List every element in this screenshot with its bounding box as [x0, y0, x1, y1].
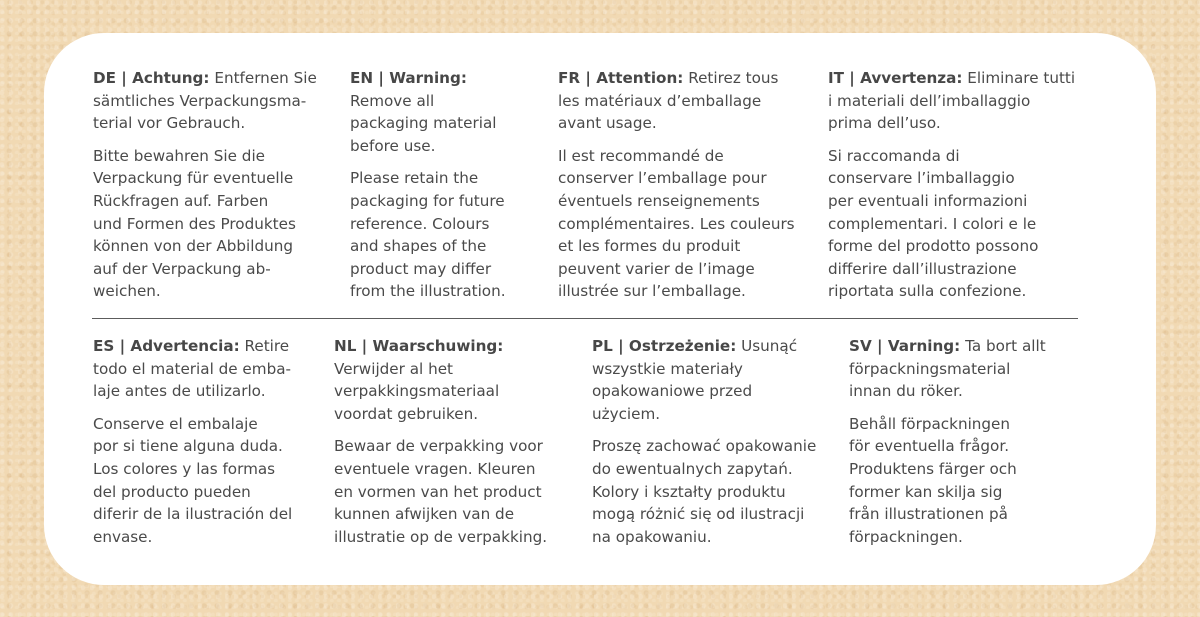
body-line: en vormen van het product: [334, 482, 542, 501]
body-line: Bewaar de verpakking voor: [334, 437, 543, 456]
body-line: from the illustration.: [350, 282, 506, 301]
warning-body: [93, 145, 343, 303]
warning-block-nl: [334, 335, 584, 548]
warning-heading: ES | Advertencia:: [93, 337, 240, 355]
body-line: riportata sulla confezione.: [828, 282, 1027, 301]
row-divider: [92, 318, 1078, 319]
body-line: kunnen afwijken van de: [334, 505, 515, 524]
body-line: éventuels renseignements: [558, 191, 760, 210]
warning-intro: [93, 335, 328, 403]
body-line: reference. Colours: [350, 214, 490, 233]
body-line: product may differ: [350, 259, 492, 278]
intro-line: avant usage.: [558, 114, 657, 133]
body-line: envase.: [93, 527, 153, 546]
warning-body: [93, 413, 328, 549]
intro-line: förpackningsmaterial: [849, 359, 1011, 378]
body-line: eventuele vragen. Kleuren: [334, 459, 536, 478]
body-line: do ewentualnych zapytań.: [592, 459, 793, 478]
intro-line: voordat gebruiken.: [334, 404, 479, 423]
body-line: Conserve el embalaje: [93, 414, 258, 433]
body-line: Rückfragen auf. Farben: [93, 191, 269, 210]
intro-line: prima dell’uso.: [828, 114, 941, 133]
body-line: Kolory i kształty produktu: [592, 482, 786, 501]
warning-body: [558, 145, 823, 303]
intro-line: innan du röker.: [849, 382, 963, 401]
body-line: und Formen des Produktes: [93, 214, 296, 233]
warning-heading: DE | Achtung:: [93, 69, 210, 87]
warning-block-en: [350, 67, 550, 303]
body-line: conserver l’emballage pour: [558, 169, 767, 188]
body-line: differire dall’illustrazione: [828, 259, 1017, 278]
warning-block-fr: [558, 67, 823, 303]
warning-intro: [849, 335, 1079, 403]
body-line: Behåll förpackningen: [849, 414, 1011, 433]
intro-line: Retirez tous: [683, 69, 779, 87]
body-line: Verpackung für eventuelle: [93, 169, 294, 188]
warning-body: [828, 145, 1090, 303]
warning-intro: [828, 67, 1090, 135]
body-line: från illustrationen på: [849, 505, 1008, 524]
warning-block-es: [93, 335, 328, 548]
warning-heading: NL | Waarschuwing:: [334, 337, 504, 355]
body-line: Please retain the: [350, 169, 479, 188]
warning-intro: [334, 335, 584, 425]
body-line: del producto pueden: [93, 482, 251, 501]
intro-line: Retire: [239, 337, 290, 355]
warning-body: [592, 435, 847, 548]
intro-line: sämtliches Verpackungsma-: [93, 91, 307, 110]
body-line: and shapes of the: [350, 237, 487, 256]
intro-line: wszystkie materiały: [592, 359, 743, 378]
body-line: Si raccomanda di: [828, 146, 960, 165]
body-line: förpackningen.: [849, 527, 963, 546]
warning-heading: EN | Warning:: [350, 69, 467, 87]
body-line: können von der Abbildung: [93, 237, 294, 256]
body-line: por si tiene alguna duda.: [93, 437, 283, 456]
warning-heading: SV | Varning:: [849, 337, 961, 355]
warning-heading: IT | Avvertenza:: [828, 69, 963, 87]
intro-line: Remove all: [350, 91, 435, 110]
body-line: illustrée sur l’emballage.: [558, 282, 746, 301]
intro-line: Ta bort allt: [960, 337, 1046, 355]
body-line: auf der Verpackung ab-: [93, 259, 271, 278]
warning-intro: [93, 67, 343, 135]
body-line: na opakowaniu.: [592, 527, 712, 546]
intro-line: Usunąć: [736, 337, 798, 355]
body-line: diferir de la ilustración del: [93, 505, 293, 524]
intro-line: terial vor Gebrauch.: [93, 114, 246, 133]
intro-line: todo el material de emba-: [93, 359, 291, 378]
intro-line: les matériaux d’emballage: [558, 91, 762, 110]
body-line: former kan skilja sig: [849, 482, 1003, 501]
body-line: peuvent varier de l’image: [558, 259, 755, 278]
intro-line: opakowaniowe przed: [592, 382, 753, 401]
warning-heading: FR | Attention:: [558, 69, 684, 87]
intro-line: Verwijder al het: [334, 359, 453, 378]
body-line: packaging for future: [350, 191, 505, 210]
body-line: Il est recommandé de: [558, 146, 724, 165]
intro-line: Eliminare tutti: [962, 69, 1076, 87]
body-line: et les formes du produit: [558, 237, 741, 256]
warning-body: [350, 167, 550, 303]
body-line: per eventuali informazioni: [828, 191, 1028, 210]
body-line: mogą różnić się od ilustracji: [592, 505, 805, 524]
intro-line: laje antes de utilizarlo.: [93, 382, 266, 401]
intro-line: Entfernen Sie: [209, 69, 317, 87]
intro-line: before use.: [350, 136, 436, 155]
body-line: complementari. I colori e le: [828, 214, 1037, 233]
warning-intro: [350, 67, 550, 157]
warning-heading: PL | Ostrzeżenie:: [592, 337, 737, 355]
body-line: för eventuella frågor.: [849, 437, 1010, 456]
warning-block-pl: [592, 335, 847, 548]
body-line: weichen.: [93, 282, 161, 301]
intro-line: użyciem.: [592, 404, 661, 423]
body-line: Produktens färger och: [849, 459, 1017, 478]
body-line: Los colores y las formas: [93, 459, 276, 478]
warning-block-de: [93, 67, 343, 303]
body-line: illustratie op de verpakking.: [334, 527, 548, 546]
body-line: complémentaires. Les couleurs: [558, 214, 795, 233]
warning-block-sv: [849, 335, 1079, 548]
warning-block-it: [828, 67, 1090, 303]
warning-body: [334, 435, 584, 548]
intro-line: verpakkingsmateriaal: [334, 382, 500, 401]
warning-intro: [592, 335, 847, 425]
body-line: forme del prodotto possono: [828, 237, 1039, 256]
body-line: Bitte bewahren Sie die: [93, 146, 266, 165]
intro-line: packaging material: [350, 114, 497, 133]
warning-body: [849, 413, 1079, 549]
intro-line: i materiali dell’imballaggio: [828, 91, 1031, 110]
body-line: Proszę zachować opakowanie: [592, 437, 817, 456]
warning-intro: [558, 67, 823, 135]
body-line: conservare l’imballaggio: [828, 169, 1015, 188]
